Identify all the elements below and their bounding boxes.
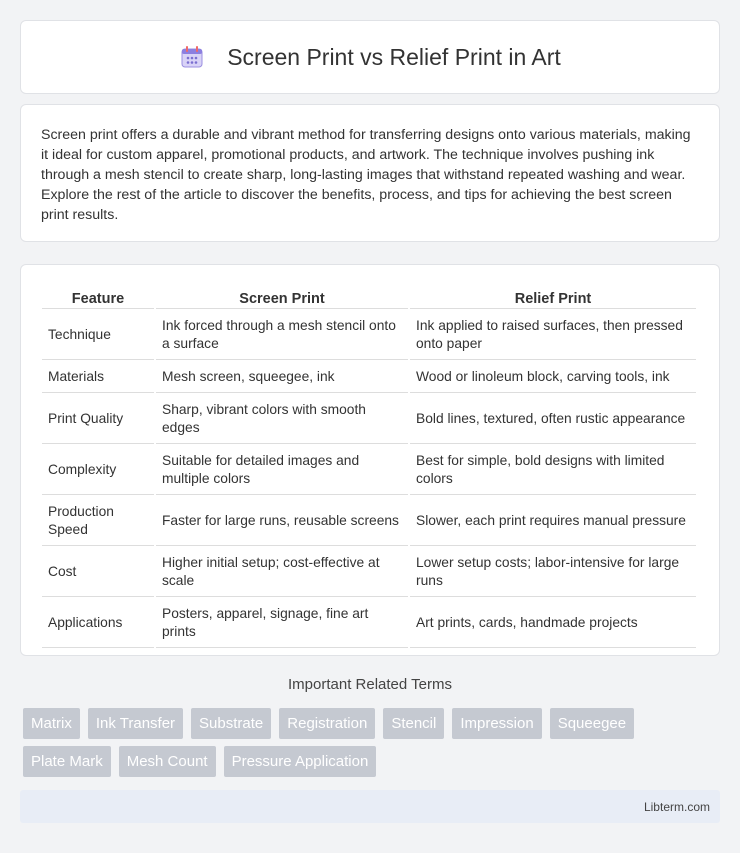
screen-cell: Posters, apparel, signage, fine art prints (156, 599, 408, 648)
intro-card (20, 104, 720, 242)
title-card (20, 20, 720, 94)
relief-cell: Lower setup costs; labor-intensive for large runs (410, 548, 696, 597)
relief-cell: Bold lines, textured, often rustic appearance (410, 395, 696, 444)
term-tag[interactable]: Substrate (191, 708, 271, 739)
term-tag[interactable]: Registration (279, 708, 375, 739)
screen-cell: Ink forced through a mesh stencil onto a surface (156, 311, 408, 360)
term-tag[interactable]: Squeegee (550, 708, 634, 739)
footer-site-link[interactable]: Libterm.com (643, 799, 710, 814)
related-terms-list (23, 708, 723, 784)
header-feature: Feature (42, 287, 154, 309)
term-tag[interactable]: Mesh Count (119, 746, 216, 777)
screen-cell: Suitable for detailed images and multiple colors (156, 446, 408, 495)
term-tag[interactable]: Impression (452, 708, 541, 739)
calendar-icon (179, 44, 205, 70)
table-row (42, 446, 696, 495)
header-screen-print: Screen Print (156, 287, 408, 309)
intro-text: Screen print offers a durable and vibrant method for transferring designs onto various materials, making it ideal for custom apparel, promotional products, and artwork. The technique involves pushing ink through a mesh stencil to create sharp, long-lasting images that withstand repeated washing and wear. Explore the rest of the article to discover the benefits, process, and tips for achieving the best screen print results. (41, 127, 691, 223)
feature-cell: Complexity (42, 446, 154, 495)
footer (20, 790, 720, 823)
screen-cell: Mesh screen, squeegee, ink (156, 362, 408, 393)
feature-cell: Print Quality (42, 395, 154, 444)
table-row (42, 395, 696, 444)
feature-cell: Production Speed (42, 497, 154, 546)
table-row (42, 362, 696, 393)
screen-cell: Higher initial setup; cost-effective at scale (156, 548, 408, 597)
comparison-table-card (20, 264, 720, 656)
feature-cell: Cost (42, 548, 154, 597)
page-title: Screen Print vs Relief Print in Art (227, 43, 561, 70)
screen-cell: Sharp, vibrant colors with smooth edges (156, 395, 408, 444)
term-tag[interactable]: Ink Transfer (88, 708, 183, 739)
feature-cell: Materials (42, 362, 154, 393)
table-header-row (42, 287, 696, 309)
table-row (42, 311, 696, 360)
feature-cell: Technique (42, 311, 154, 360)
relief-cell: Ink applied to raised surfaces, then pressed onto paper (410, 311, 696, 360)
term-tag[interactable]: Plate Mark (23, 746, 111, 777)
table-row (42, 548, 696, 597)
related-terms-heading: Important Related Terms (288, 676, 452, 693)
table-row (42, 497, 696, 546)
term-tag[interactable]: Stencil (383, 708, 444, 739)
table-row (42, 599, 696, 648)
screen-cell: Faster for large runs, reusable screens (156, 497, 408, 546)
relief-cell: Art prints, cards, handmade projects (410, 599, 696, 648)
term-tag[interactable]: Pressure Application (224, 746, 377, 777)
comparison-table (40, 285, 698, 650)
feature-cell: Applications (42, 599, 154, 648)
relief-cell: Best for simple, bold designs with limited colors (410, 446, 696, 495)
term-tag[interactable]: Matrix (23, 708, 80, 739)
relief-cell: Wood or linoleum block, carving tools, ink (410, 362, 696, 393)
header-relief-print: Relief Print (410, 287, 696, 309)
relief-cell: Slower, each print requires manual pressure (410, 497, 696, 546)
